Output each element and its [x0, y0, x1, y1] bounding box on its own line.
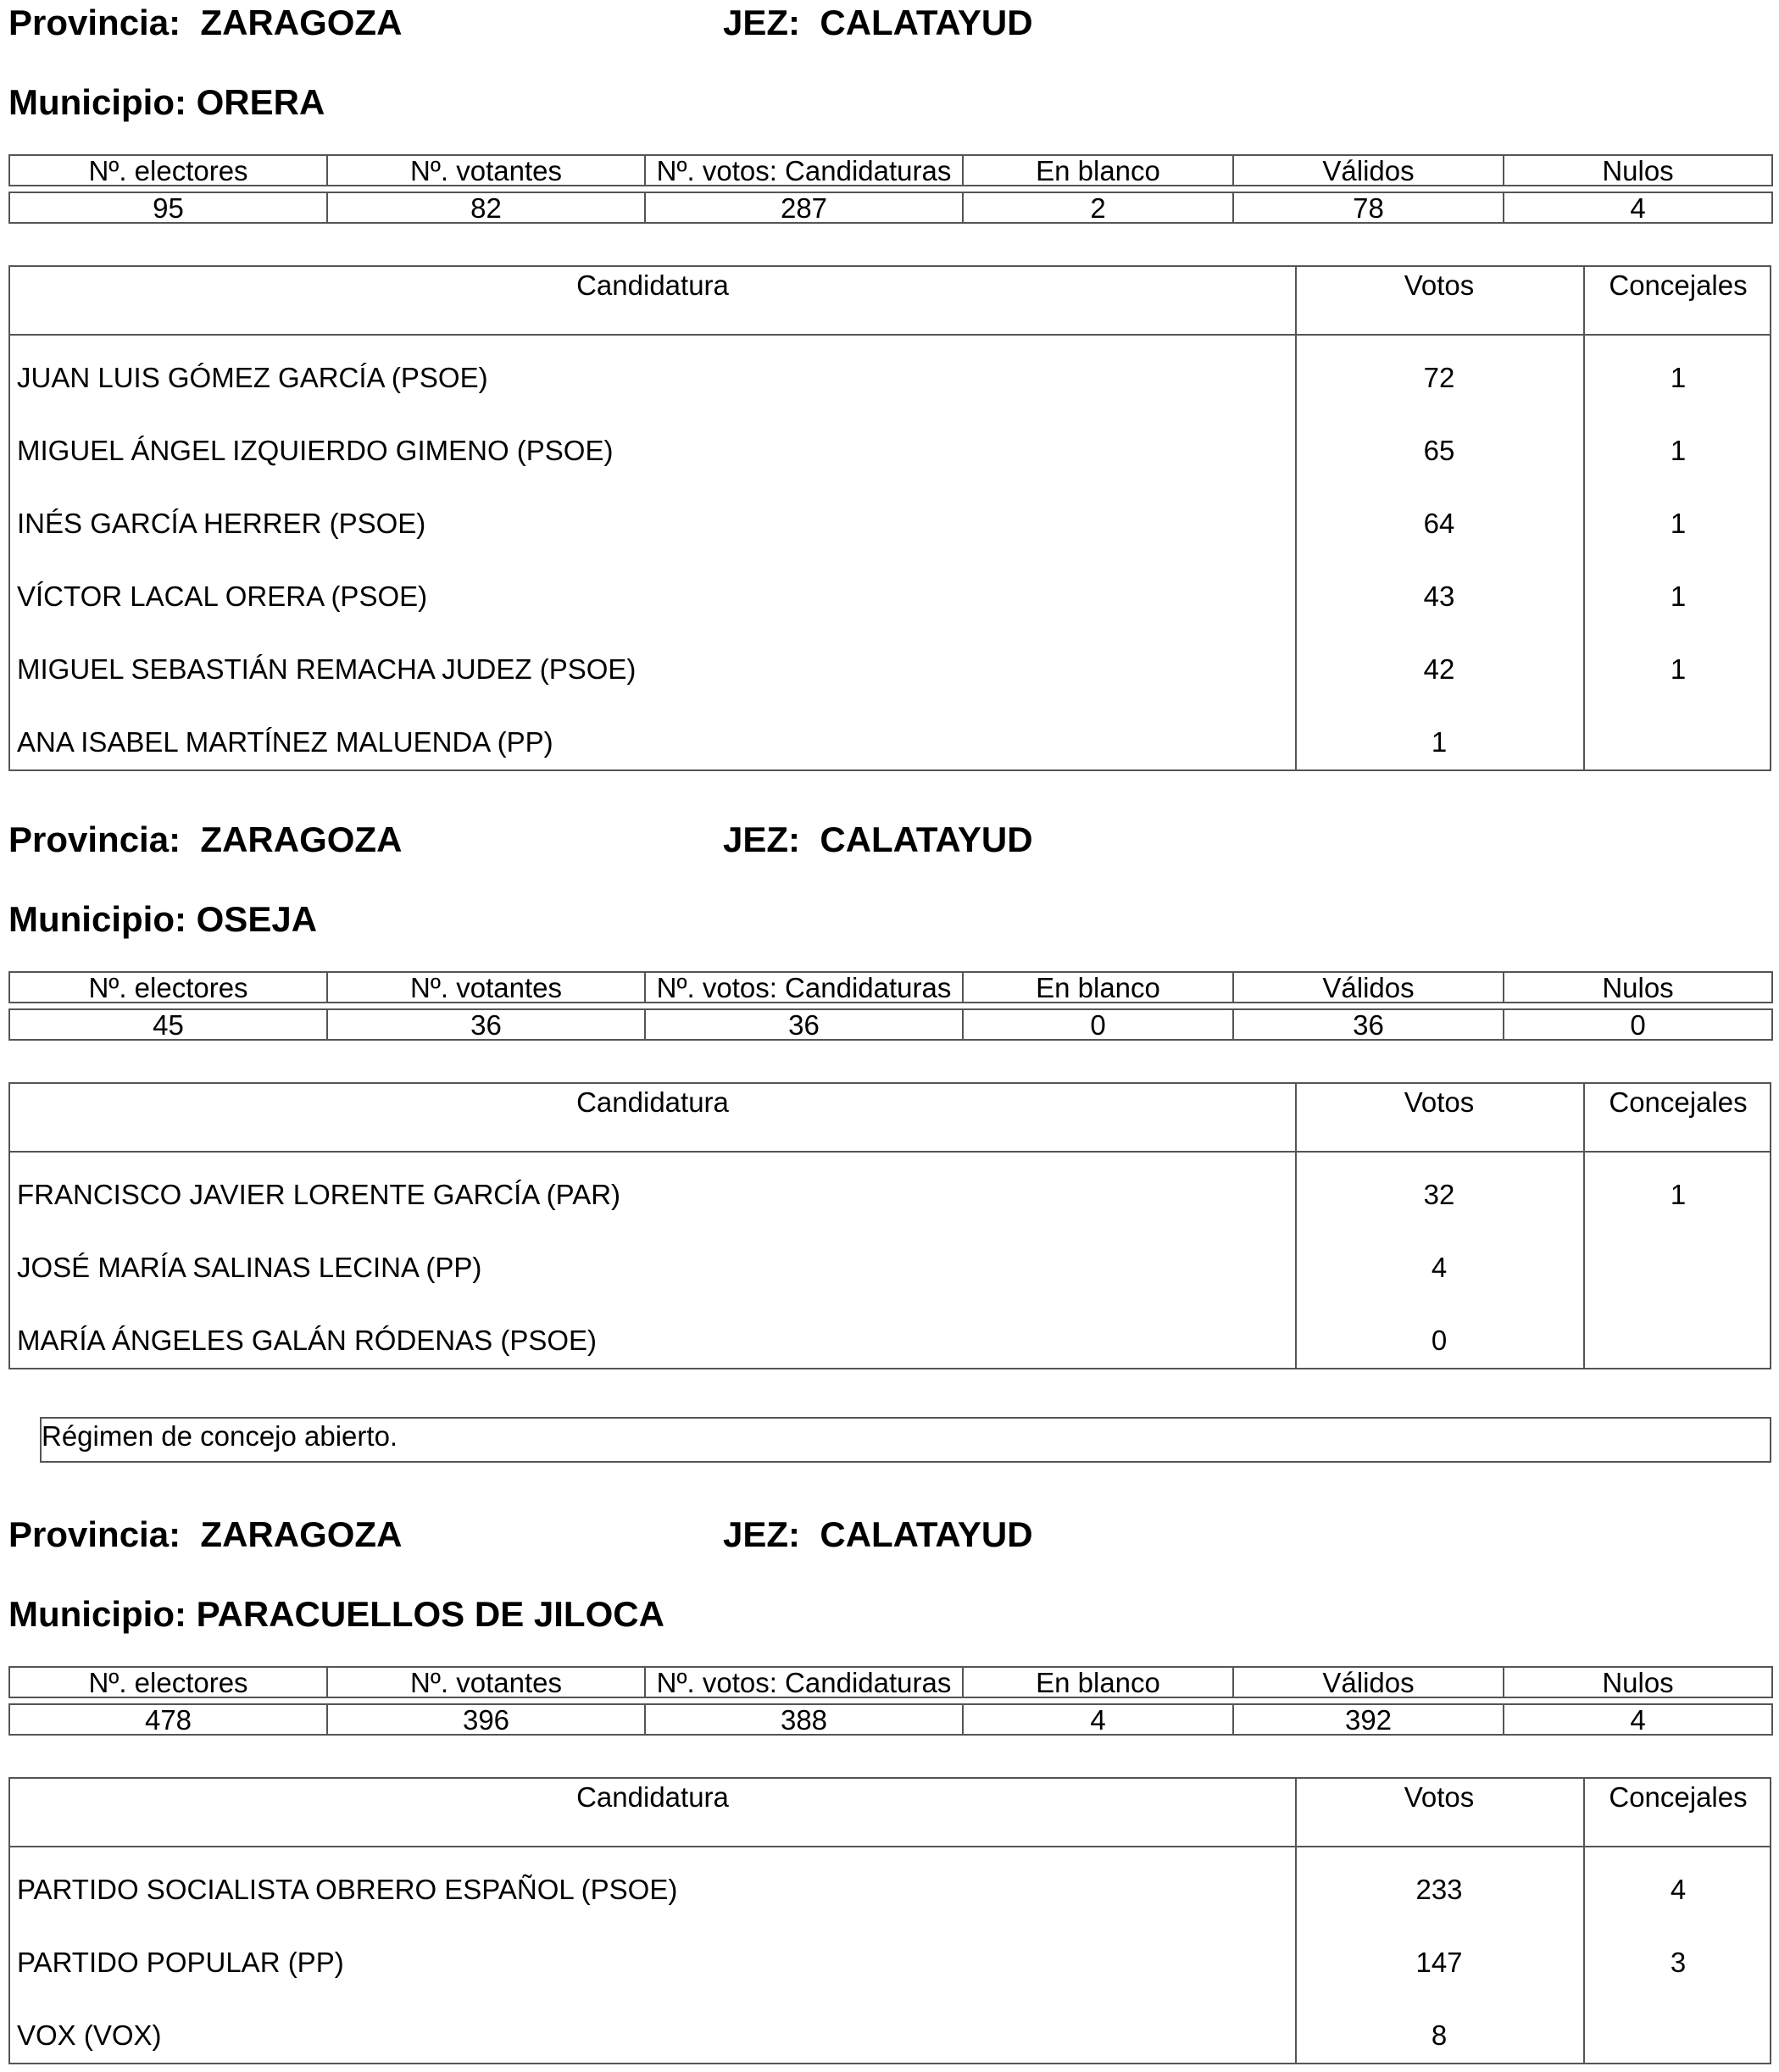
- votos-header: Votos: [1404, 269, 1475, 301]
- municipio-value: ORERA: [196, 82, 325, 122]
- provincia-value: ZARAGOZA: [200, 819, 403, 859]
- candidate-name: JOSÉ MARÍA SALINAS LECINA (PP): [17, 1252, 482, 1283]
- candidate-votos: 0: [1431, 1325, 1448, 1356]
- candidate-name: INÉS GARCÍA HERRER (PSOE): [17, 508, 426, 539]
- stats-header: En blanco: [963, 155, 1233, 186]
- votos-header: Votos: [1404, 1086, 1475, 1118]
- candidatura-header: Candidatura: [576, 269, 729, 301]
- municipio-heading: Municipio: PARACUELLOS DE JILOCA: [8, 1594, 664, 1634]
- stats-value: 0: [963, 1009, 1233, 1040]
- candidate-votos: 32: [1423, 1179, 1455, 1210]
- provincia-heading: Provincia: ZARAGOZA: [8, 3, 403, 42]
- concejales-header: Concejales: [1609, 1086, 1748, 1118]
- candidate-name: MIGUEL ÁNGEL IZQUIERDO GIMENO (PSOE): [17, 435, 614, 466]
- note-text: Régimen de concejo abierto.: [42, 1420, 398, 1452]
- provincia-value: ZARAGOZA: [200, 1514, 403, 1554]
- candidate-name: ANA ISABEL MARTÍNEZ MALUENDA (PP): [17, 726, 553, 758]
- stats-header-row: [9, 155, 1772, 186]
- stats-header: Nº. votos: Candidaturas: [645, 972, 963, 1003]
- stats-value: 82: [327, 192, 645, 223]
- stats-header: En blanco: [963, 1667, 1233, 1697]
- candidate-votos: 64: [1423, 508, 1455, 539]
- stats-header-row: [9, 1667, 1772, 1697]
- candidate-concejales: 1: [1670, 1179, 1687, 1210]
- stats-value: 45: [9, 1009, 327, 1040]
- stats-value: 0: [1504, 1009, 1772, 1040]
- candidate-votos: 4: [1431, 1252, 1448, 1283]
- candidate-concejales: 1: [1670, 362, 1687, 393]
- stats-header: Nº. votantes: [327, 1667, 645, 1697]
- candidate-name: JUAN LUIS GÓMEZ GARCÍA (PSOE): [17, 362, 488, 393]
- stats-value: 2: [963, 192, 1233, 223]
- votos-header: Votos: [1404, 1781, 1475, 1813]
- candidate-name: MIGUEL SEBASTIÁN REMACHA JUDEZ (PSOE): [17, 653, 637, 685]
- jez-value: CALATAYUD: [820, 3, 1033, 42]
- candidate-name: PARTIDO SOCIALISTA OBRERO ESPAÑOL (PSOE): [17, 1874, 678, 1905]
- candidate-votos: 233: [1415, 1874, 1463, 1905]
- stats-header: Nº. votantes: [327, 972, 645, 1003]
- stats-value-row: [9, 192, 1772, 223]
- candidate-concejales: 1: [1670, 580, 1687, 612]
- candidate-concejales: 4: [1670, 1874, 1687, 1905]
- candidate-votos: 72: [1423, 362, 1455, 393]
- stats-header: Nº. votos: Candidaturas: [645, 155, 963, 186]
- stats-header: Nº. electores: [9, 972, 327, 1003]
- candidate-votos: 42: [1423, 653, 1455, 685]
- stats-value: 95: [9, 192, 327, 223]
- candidate-votos: 147: [1415, 1947, 1463, 1978]
- stats-table: [8, 1666, 1773, 1736]
- candidates-table: [8, 265, 1771, 771]
- candidate-name: VOX (VOX): [17, 2019, 162, 2051]
- municipio-heading: Municipio: OSEJA: [8, 899, 318, 939]
- candidate-concejales: 1: [1670, 508, 1687, 539]
- stats-value: 392: [1233, 1704, 1504, 1735]
- stats-value-row: [9, 1704, 1772, 1735]
- provincia-heading: Provincia: ZARAGOZA: [8, 1514, 403, 1554]
- note-box: [40, 1417, 1771, 1463]
- candidate-name: MARÍA ÁNGELES GALÁN RÓDENAS (PSOE): [17, 1325, 598, 1356]
- stats-value: 36: [1233, 1009, 1504, 1040]
- stats-header: En blanco: [963, 972, 1233, 1003]
- stats-header: Nº. electores: [9, 155, 327, 186]
- stats-header: Nulos: [1504, 1667, 1772, 1697]
- jez-value: CALATAYUD: [820, 1514, 1033, 1554]
- candidate-name: FRANCISCO JAVIER LORENTE GARCÍA (PAR): [17, 1179, 621, 1210]
- stats-header: Válidos: [1233, 1667, 1504, 1697]
- provincia-heading: Provincia: ZARAGOZA: [8, 819, 403, 859]
- jez-heading: JEZ: CALATAYUD: [723, 1514, 1033, 1554]
- jez-value: CALATAYUD: [820, 819, 1033, 859]
- stats-table: [8, 154, 1773, 224]
- candidate-concejales: 3: [1670, 1947, 1687, 1978]
- candidate-votos: 65: [1423, 435, 1455, 466]
- stats-value: 478: [9, 1704, 327, 1735]
- stats-value: 396: [327, 1704, 645, 1735]
- concejales-header: Concejales: [1609, 269, 1748, 301]
- candidatura-header: Candidatura: [576, 1086, 729, 1118]
- stats-table: [8, 971, 1773, 1041]
- stats-header: Válidos: [1233, 972, 1504, 1003]
- stats-header: Nº. votos: Candidaturas: [645, 1667, 963, 1697]
- stats-value: 4: [963, 1704, 1233, 1735]
- municipio-value: OSEJA: [196, 899, 318, 939]
- stats-header: Nulos: [1504, 972, 1772, 1003]
- candidate-votos: 8: [1431, 2019, 1448, 2051]
- stats-header: Válidos: [1233, 155, 1504, 186]
- municipio-value: PARACUELLOS DE JILOCA: [196, 1594, 664, 1634]
- candidate-votos: 1: [1431, 726, 1448, 758]
- municipio-heading: Municipio: ORERA: [8, 82, 325, 122]
- jez-heading: JEZ: CALATAYUD: [723, 3, 1033, 42]
- candidatura-header: Candidatura: [576, 1781, 729, 1813]
- stats-value: 4: [1504, 1704, 1772, 1735]
- candidate-concejales: 1: [1670, 653, 1687, 685]
- candidate-concejales: 1: [1670, 435, 1687, 466]
- jez-heading: JEZ: CALATAYUD: [723, 819, 1033, 859]
- stats-value: 36: [327, 1009, 645, 1040]
- candidates-table: [8, 1082, 1771, 1369]
- stats-header: Nº. votantes: [327, 155, 645, 186]
- candidate-name: PARTIDO POPULAR (PP): [17, 1947, 344, 1978]
- candidates-table: [8, 1777, 1771, 2064]
- stats-value-row: [9, 1009, 1772, 1040]
- candidate-name: VÍCTOR LACAL ORERA (PSOE): [17, 580, 428, 612]
- concejales-header: Concejales: [1609, 1781, 1748, 1813]
- stats-header-row: [9, 972, 1772, 1003]
- provincia-value: ZARAGOZA: [200, 3, 403, 42]
- stats-value: 36: [645, 1009, 963, 1040]
- candidate-votos: 43: [1423, 580, 1455, 612]
- stats-value: 4: [1504, 192, 1772, 223]
- stats-value: 287: [645, 192, 963, 223]
- stats-header: Nº. electores: [9, 1667, 327, 1697]
- stats-value: 388: [645, 1704, 963, 1735]
- stats-header: Nulos: [1504, 155, 1772, 186]
- stats-value: 78: [1233, 192, 1504, 223]
